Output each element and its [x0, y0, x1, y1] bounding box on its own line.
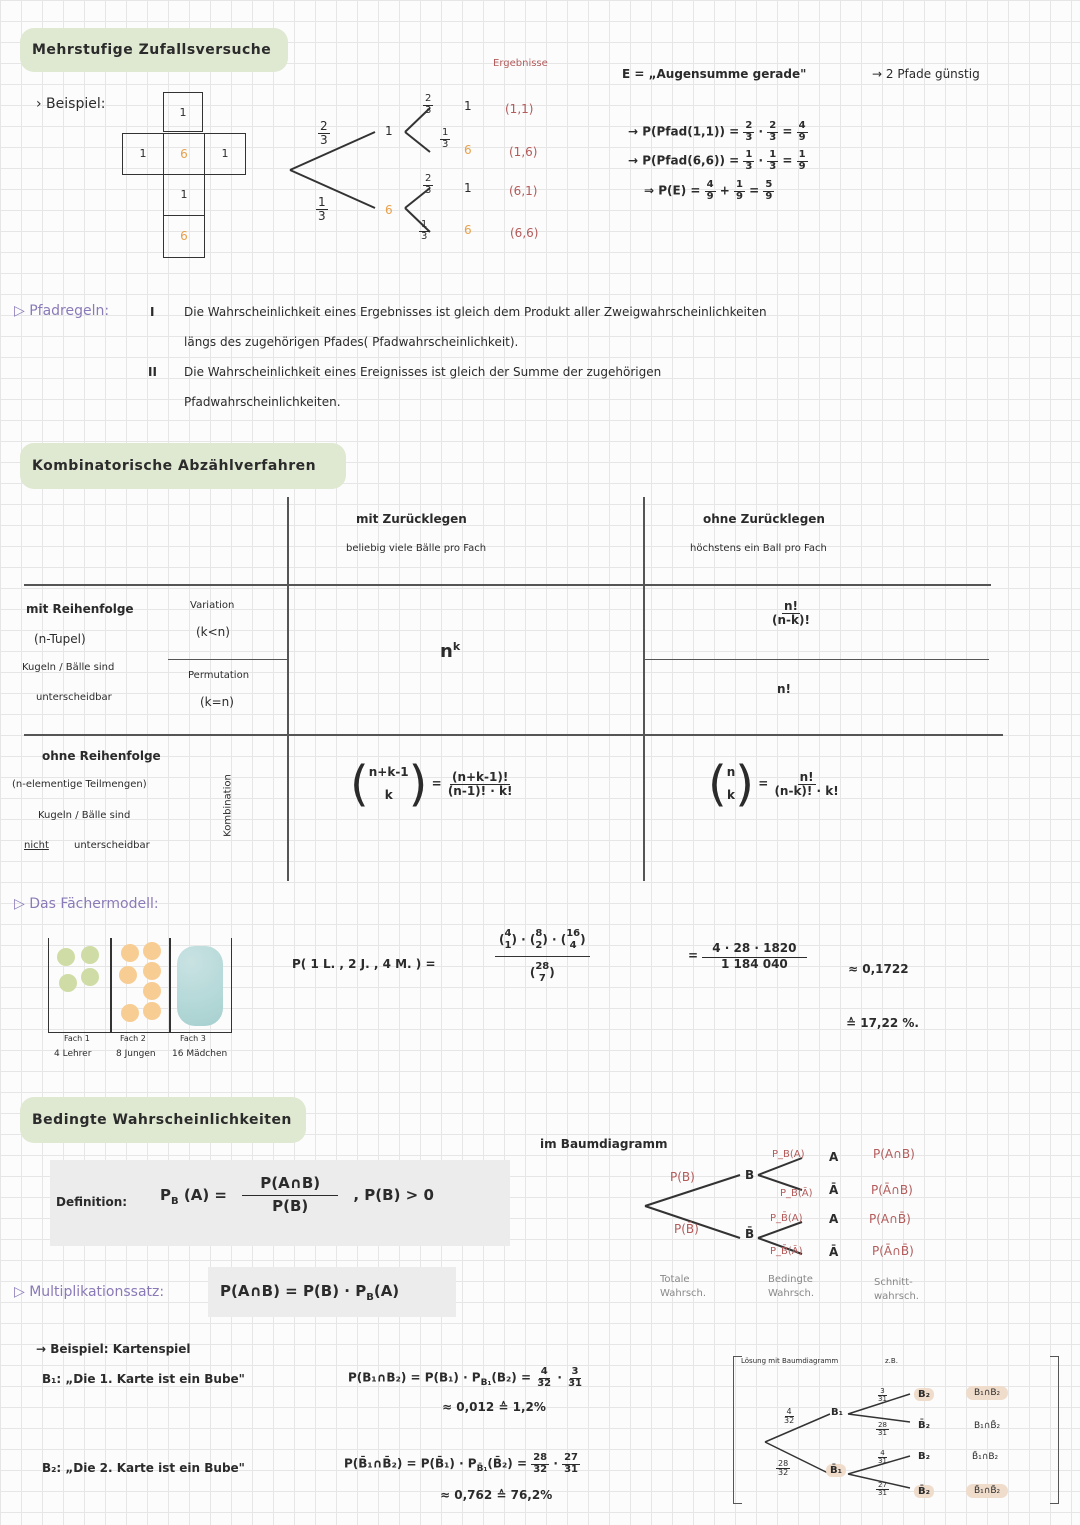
- tree-node-6: 6: [385, 203, 393, 217]
- calc-b1-b2-result: ≈ 0,012 ≙ 1,2%: [442, 1400, 546, 1414]
- legend-bedingte: Bedingte Wahrsch.: [768, 1274, 815, 1299]
- net-cell: 1: [163, 174, 205, 216]
- fach-label: Fach 2: [120, 1034, 146, 1043]
- col-mit-zuruecklegen: mit Zurücklegen: [356, 512, 467, 526]
- result-item: (1,1): [505, 102, 534, 116]
- tree-branch-pb: P(B): [670, 1170, 695, 1184]
- tree-leaf: 1: [464, 181, 472, 195]
- ball-jungen: [119, 966, 137, 984]
- row-ntupel: (n-Tupel): [34, 632, 86, 646]
- result-item: (6,6): [510, 226, 539, 240]
- triangle-icon: ▷: [14, 896, 30, 912]
- fach-label: Fach 3: [180, 1034, 206, 1043]
- calc-nb1-nb2: P(B̄₁∩B̄₂) = P(B̄₁) · $P_{B̄_1}(B̄_2)$ = $\frac{28}{32}$ · $\frac{27}{31}$: [344, 1452, 578, 1475]
- faecher-approx: ≈ 0,1722: [848, 962, 909, 976]
- ball-lehrer: [59, 974, 77, 992]
- event-definition: E = „Augensumme gerade": [622, 67, 807, 81]
- tree-leaf-a: Ā: [829, 1245, 839, 1259]
- multiplikationssatz-formula: P(A∩B) = $P(B) \cdot P_B(A)$: [220, 1282, 400, 1303]
- definition-label: Definition:: [56, 1195, 128, 1209]
- tree-result: P(Ā∩B): [871, 1183, 913, 1197]
- rule-2-text-a: Die Wahrscheinlichkeit eines Ereignisses ist gleich der Summe der zugehörigen: [184, 365, 662, 379]
- event-b2: B₂: „Die 2. Karte ist ein Bube": [42, 1461, 245, 1475]
- result-item: (1,6): [509, 145, 538, 159]
- formula-nk: $n^k$: [440, 640, 461, 662]
- row-unterscheidbar: unterscheidbar: [36, 692, 112, 703]
- tree-leaf: 6: [464, 223, 472, 237]
- row-ohne-reihenfolge: ohne Reihenfolge: [42, 749, 161, 763]
- tree-k-frac: $\frac{4}{32}$: [784, 1407, 795, 1426]
- row-kugeln-2: Kugeln / Bälle sind: [38, 810, 131, 821]
- triangle-icon: ▷: [14, 303, 30, 319]
- calc-line-3: ⇒ P(E) = $\frac{4}{9}$ + $\frac{1}{9}$ = $\frac{5}{9}$: [644, 179, 773, 202]
- faecher-probability-label: P( 1 L. , 2 J. , 4 M. ) =: [292, 957, 436, 971]
- net-cell: 6: [163, 133, 205, 175]
- tree-leaf: 6: [464, 143, 472, 157]
- beispiel-kartenspiel: → Beispiel: Kartenspiel: [36, 1342, 191, 1356]
- net-cell: 1: [163, 92, 203, 132]
- faecher-numeric-fraction: = $\frac{4 \cdot 28 \cdot 1820}{1 184 040}$: [688, 942, 807, 970]
- section-title-bedingte: [20, 1097, 306, 1143]
- net-cell: 1: [122, 133, 164, 175]
- tree-leaf-a: Ā: [829, 1183, 839, 1197]
- pfadregeln-label: ▷ Pfadregeln:: [14, 303, 110, 319]
- triangle-icon: ▷: [14, 1284, 30, 1300]
- calc-line-1: → P(Pfad(1,1)) = $\frac{2}{3}$ · $\frac{2}{3}$ = $\frac{4}{9}$: [628, 120, 806, 143]
- legend-schnitt: Schnitt- wahrsch.: [874, 1277, 919, 1302]
- section-title-text: Mehrstufige Zufallsversuche: [32, 42, 272, 58]
- tree-sub-frac: $\frac{1}{3}$: [442, 127, 449, 150]
- favorable-paths: → 2 Pfade günstig: [872, 67, 980, 81]
- col-ohne-zuruecklegen: ohne Zurücklegen: [703, 512, 825, 526]
- faecher-binom-fraction: ( 4 1 ) · ( 8 2 ) · ( 16 4 ) ( 28 7 ): [495, 928, 590, 985]
- tree-frac-1-3: $\frac{1}{3}$: [318, 195, 326, 223]
- formula-komb-mit: ( n+k-1 k ) = $\frac{(n+k-1)!}{(n-1)! \cdot k!}$: [350, 756, 513, 812]
- tree-branch-cond: P_B̄(A): [770, 1213, 803, 1224]
- tree-node-b: B: [745, 1168, 755, 1182]
- calc-b1-b2: P(B₁∩B₂) = $P(B_1) \cdot P_{B_1}(B_2)$ = $\frac{4}{32}$ · $\frac{3}{31}$: [348, 1366, 582, 1389]
- rule-1-number: I: [150, 305, 155, 319]
- dice-net: [122, 92, 248, 260]
- tree-k-result: B̄₁∩B̄₂: [966, 1484, 1008, 1498]
- col-ohne-sub: höchstens ein Ball pro Fach: [690, 543, 827, 554]
- section-title-kombinatorik: [20, 443, 346, 489]
- tree-leaf-a: A: [829, 1212, 839, 1226]
- tree-result: P(A∩B̄): [869, 1212, 911, 1226]
- tree-k-node-nb1: B̄₁: [826, 1464, 846, 1477]
- tree-k-sub-frac: $\frac{28}{31}$: [878, 1421, 887, 1438]
- results-label: Ergebnisse: [493, 58, 548, 69]
- tree-k-result: B₁∩B̄₂: [974, 1421, 1001, 1431]
- tree-k-leaf: B̄₂: [914, 1485, 934, 1498]
- solution-tree-zb: z.B.: [885, 1357, 898, 1365]
- variation-label: Variation: [190, 600, 235, 611]
- tree-k-sub-frac: $\frac{27}{31}$: [878, 1481, 887, 1498]
- fach-inhalt: 16 Mädchen: [172, 1049, 228, 1059]
- tree-sub-frac: $\frac{2}{3}$: [425, 173, 432, 196]
- row-nicht: nicht: [24, 840, 49, 851]
- tree-result: P(A∩B): [873, 1147, 915, 1161]
- ball-jungen: [121, 1004, 139, 1022]
- tree-branch-cond: P_B(Ā): [780, 1188, 813, 1199]
- tree-leaf-a: A: [829, 1150, 839, 1164]
- section-title-text: Bedingte Wahrscheinlichkeiten: [32, 1112, 292, 1128]
- tree-sub-frac: $\frac{2}{3}$: [425, 93, 432, 116]
- tree-branch-cond: P_B̄(Ā): [770, 1246, 803, 1257]
- tree-k-leaf: B₂: [918, 1451, 931, 1462]
- tree-k-sub-frac: $\frac{3}{31}$: [878, 1387, 887, 1404]
- tree-diagram-conditional: [640, 1150, 840, 1260]
- faechermodell-label: ▷ Das Fächermodell:: [14, 896, 159, 912]
- solution-tree-label: Lösung mit Baumdiagramm: [741, 1357, 839, 1365]
- tree-sub-frac: $\frac{1}{3}$: [421, 219, 428, 242]
- tree-k-result: B₁∩B₂: [966, 1386, 1008, 1400]
- result-item: (6,1): [509, 184, 538, 198]
- fach-inhalt: 4 Lehrer: [54, 1049, 92, 1059]
- event-b1: B₁: „Die 1. Karte ist ein Bube": [42, 1372, 245, 1386]
- tree-node-1: 1: [385, 124, 393, 138]
- tree-diagram-dice: [280, 90, 480, 250]
- tree-result: P(Ā∩B̄): [872, 1244, 914, 1258]
- tree-k-sub-frac: $\frac{4}{31}$: [878, 1449, 887, 1466]
- legend-totale: Totale Wahrsch.: [660, 1274, 707, 1299]
- tree-node-nb: B̄: [745, 1227, 755, 1241]
- rule-1-text-b: längs des zugehörigen Pfades( Pfadwahrscheinlichkeit).: [184, 335, 519, 349]
- fach-inhalt: 8 Jungen: [116, 1049, 156, 1059]
- formula-variation-ohne: $\frac{n!}{(n-k)!}$: [772, 599, 810, 627]
- tree-leaf: 1: [464, 99, 472, 113]
- beispiel-label: › Beispiel:: [36, 96, 106, 112]
- net-cell: 6: [163, 215, 205, 258]
- ball-maedchen: [177, 946, 223, 1026]
- ball-lehrer: [81, 946, 99, 964]
- ball-jungen: [143, 1002, 161, 1020]
- tree-k-frac: $\frac{28}{32}$: [778, 1459, 789, 1478]
- col-mit-sub: beliebig viele Bälle pro Fach: [346, 543, 487, 554]
- formula-komb-ohne: ( n k ) = $\frac{n!}{(n-k)! \cdot k!}$: [708, 756, 839, 812]
- variation-cond: (k<n): [196, 625, 230, 639]
- permutation-cond: (k=n): [200, 695, 234, 709]
- ball-lehrer: [81, 968, 99, 986]
- rule-2-number: II: [148, 365, 157, 379]
- multiplikationssatz-label: ▷ Multiplikationssatz:: [14, 1284, 165, 1300]
- section-title-mehrstufig: [20, 28, 288, 72]
- formula-permutation-ohne: n!: [777, 682, 792, 696]
- tree-k-leaf: B̄₂: [918, 1420, 931, 1431]
- row-unterscheidbar-2: unterscheidbar: [74, 840, 150, 851]
- ball-jungen: [143, 962, 161, 980]
- kombination-label: Kombination: [222, 774, 234, 837]
- row-teilmengen: (n-elementige Teilmengen): [12, 779, 147, 790]
- section-title-text: Kombinatorische Abzählverfahren: [32, 458, 317, 474]
- ball-jungen: [143, 982, 161, 1000]
- tree-title-baumdiagramm: im Baumdiagramm: [540, 1137, 668, 1151]
- row-kugeln: Kugeln / Bälle sind: [22, 662, 115, 673]
- tree-branch-cond: P_B(A): [772, 1149, 805, 1160]
- definition-formula: $P_B$ (A) = $\frac{P(A\cap B)}{P(B)}$ , P(B) > 0: [160, 1174, 434, 1215]
- permutation-label: Permutation: [188, 670, 250, 681]
- rule-2-text-b: Pfadwahrscheinlichkeiten.: [184, 395, 341, 409]
- ball-jungen: [143, 942, 161, 960]
- faecher-percent: ≙ 17,22 %.: [846, 1016, 919, 1030]
- faecher-diagram: [48, 938, 232, 1033]
- ball-jungen: [121, 944, 139, 962]
- rule-1-text-a: Die Wahrscheinlichkeit eines Ergebnisses ist gleich dem Produkt aller Zweigwahrscheinlichkeiten: [184, 305, 767, 319]
- tree-k-leaf: B₂: [914, 1388, 934, 1401]
- calc-line-2: → P(Pfad(6,6)) = $\frac{1}{3}$ · $\frac{1}{3}$ = $\frac{1}{9}$: [628, 149, 806, 172]
- tree-branch-pnb: P(B̄): [674, 1222, 699, 1236]
- net-cell: 1: [204, 133, 246, 175]
- tree-frac-2-3: $\frac{2}{3}$: [320, 119, 328, 147]
- fach-label: Fach 1: [64, 1034, 90, 1043]
- calc-nb1-nb2-result: ≈ 0,762 ≙ 76,2%: [440, 1488, 553, 1502]
- row-mit-reihenfolge: mit Reihenfolge: [26, 602, 134, 616]
- tree-k-result: B̄₁∩B₂: [972, 1452, 999, 1462]
- tree-k-node-b1: B₁: [831, 1407, 844, 1418]
- ball-lehrer: [57, 948, 75, 966]
